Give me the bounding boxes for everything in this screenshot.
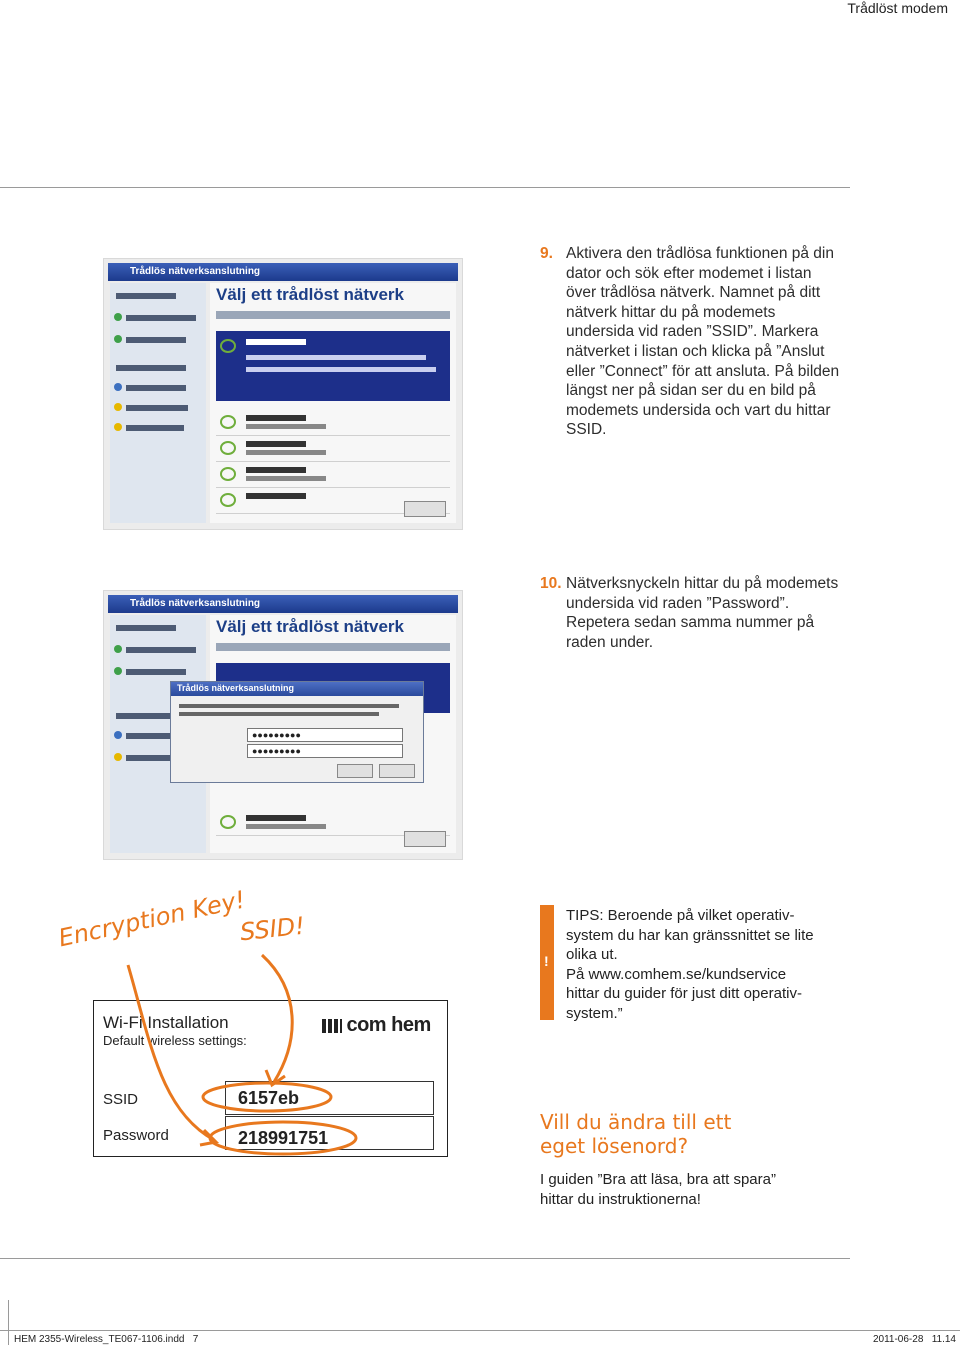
ssid-arrow <box>262 955 292 1082</box>
change-password-heading-line: Vill du ändra till ett <box>540 1110 732 1134</box>
step-text: Nätverksnyckeln hittar du på modemets undersida vid raden ”Password”. Repetera sedan samma nummer på raden under. <box>566 575 839 651</box>
encryption-arrow <box>128 965 214 1140</box>
change-password-body-line: I guiden ”Bra att läsa, bra att spara” <box>540 1171 776 1188</box>
label-title: Wi-Fi Installation <box>103 1013 229 1032</box>
ssid-annotation: SSID! <box>238 911 307 947</box>
step-text: Aktivera den trådlösa funktionen på din dator och sök efter modemet i listan över trådlösa nätverk. Namnet på ditt nätverk hittar du på modemets undersida vid raden ”SSID”. Markera nätverket i listan och klicka på ”Anslut eller ”Connect” för att ansluta. På bilden längst ner på sidan ser du en bild på modemets undersida och vart du hittar SSID. <box>566 245 840 439</box>
change-password-heading <box>540 1110 731 1158</box>
tips-marker <box>540 905 554 1020</box>
footer-rule <box>0 1258 850 1259</box>
footer-line <box>0 1330 960 1331</box>
page-header-title: Trådlöst modem <box>847 0 948 16</box>
footer-filename: HEM 2355-Wireless_TE067-1106.indd 7 <box>14 1334 199 1345</box>
tips-line: olika ut. <box>566 946 618 963</box>
confirm-key-field[interactable]: ●●●●●●●●● <box>247 744 403 758</box>
password-highlight-circle <box>210 1122 356 1154</box>
tips-text <box>566 906 856 1023</box>
ssid-highlight-circle <box>203 1083 331 1111</box>
password-label: Password <box>103 1127 169 1144</box>
label-subtitle: Default wireless settings: <box>103 1033 247 1048</box>
tips-line: system.” <box>566 1004 623 1022</box>
step-number: 10. <box>540 575 562 592</box>
brand-name: com hem <box>346 1014 431 1036</box>
ssid-value: 6157eb <box>238 1088 300 1108</box>
tips-line: TIPS: Beroende på vilket operativ- <box>566 907 795 924</box>
network-key-field[interactable]: ●●●●●●●●● <box>247 728 403 742</box>
ssid-label: SSID <box>103 1091 139 1108</box>
footer-timestamp: 2011-06-28 11.14 <box>872 1334 956 1345</box>
window-heading: Välj ett trådlöst nätverk <box>216 285 405 304</box>
tips-icon: ! <box>544 953 549 969</box>
password-value: 218991751 <box>238 1128 329 1148</box>
dialog-title: Trådlös nätverksanslutning <box>177 683 295 693</box>
change-password-heading-line: eget lösenord? <box>540 1134 689 1158</box>
window-heading: Välj ett trådlöst nätverk <box>216 617 405 636</box>
change-password-body-line: hittar du instruktionerna! <box>540 1190 701 1208</box>
window-title: Trådlös nätverksanslutning <box>130 598 261 609</box>
tips-line: På www.comhem.se/kundservice <box>566 965 787 983</box>
window-title: Trådlös nätverksanslutning <box>130 266 261 277</box>
change-password-body <box>540 1170 776 1209</box>
tips-line: system du har kan gränssnittet se lite <box>566 926 814 944</box>
tips-line: hittar du guider för just ditt operativ- <box>566 985 802 1002</box>
encryption-key-annotation: Encryption Key! <box>56 885 248 953</box>
crop-mark <box>8 1300 9 1345</box>
step-number: 9. <box>540 245 553 262</box>
